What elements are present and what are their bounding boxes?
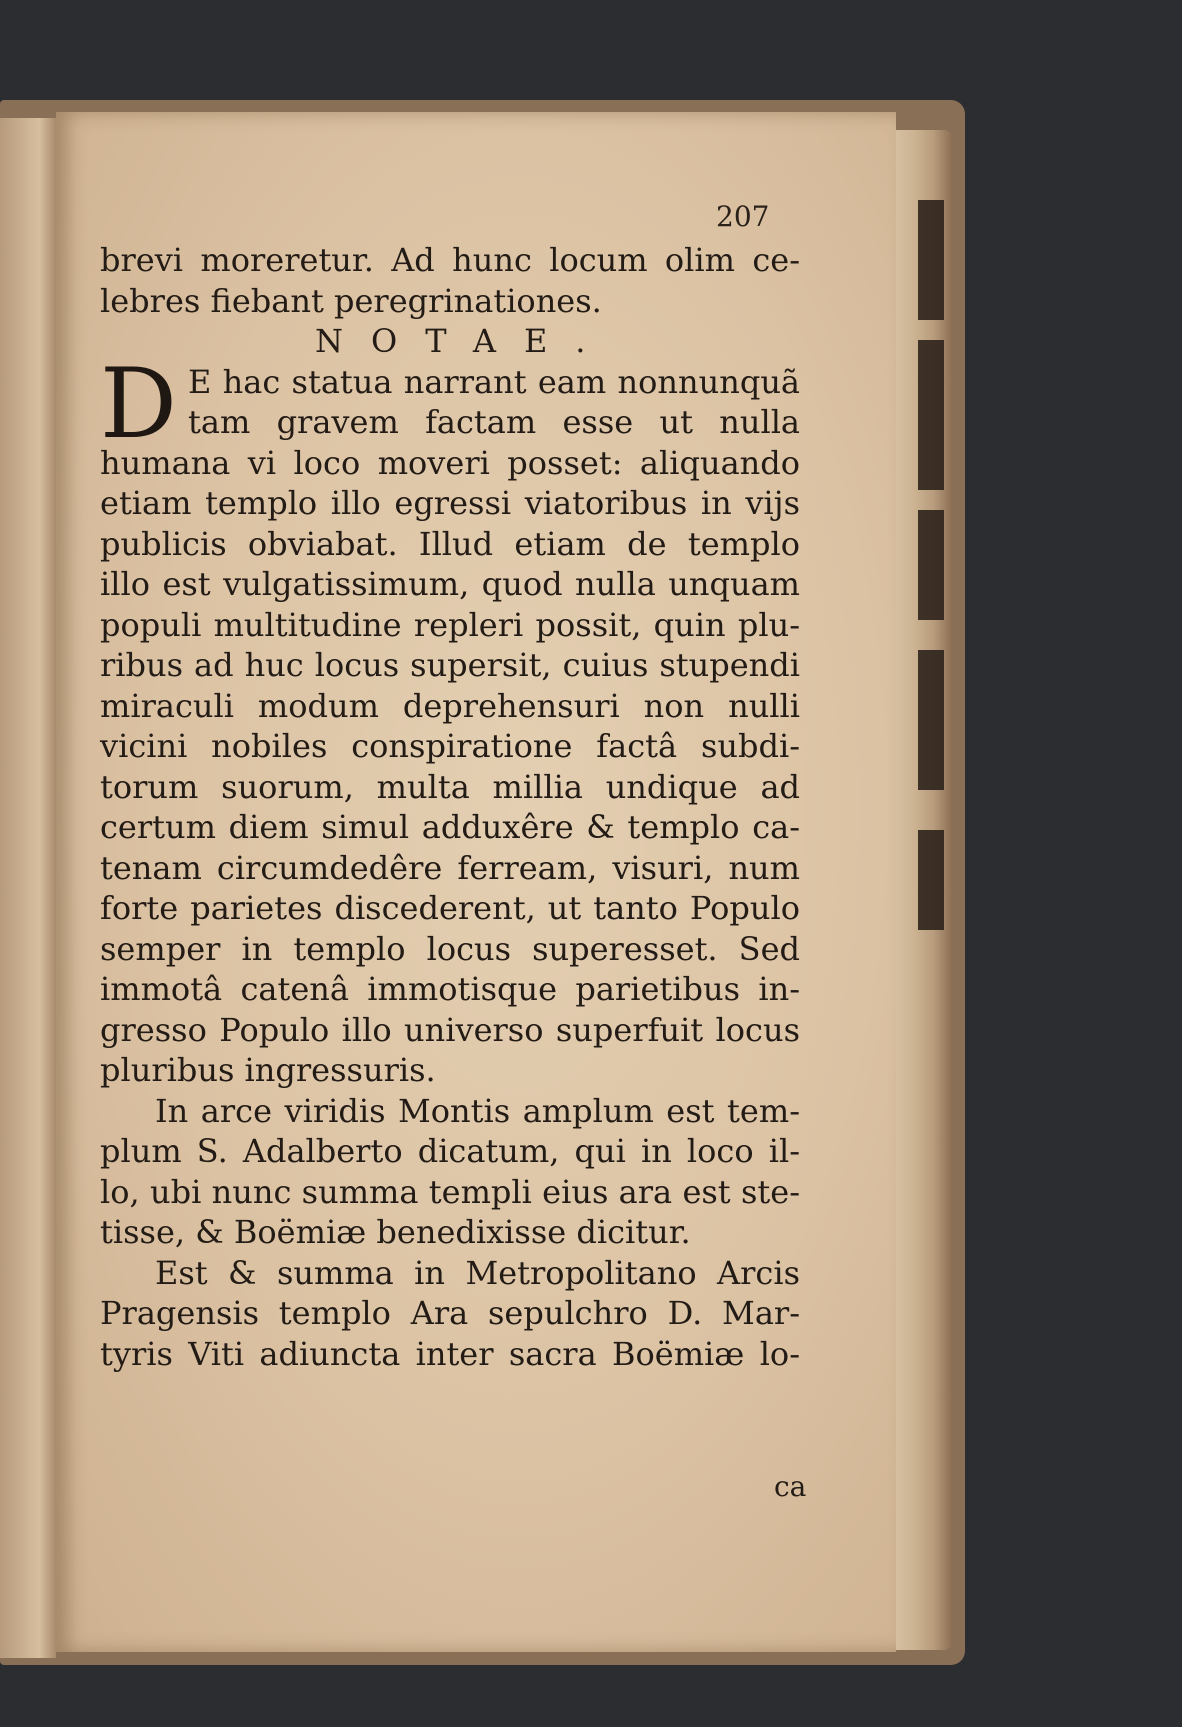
page-text xyxy=(100,240,800,1374)
edge-ink-mark xyxy=(918,340,944,490)
text-line: illo est vulgatissimum, quod nulla unquam xyxy=(100,565,800,603)
text-line: plum S. Adalberto dicatum, qui in loco il- xyxy=(100,1132,800,1170)
text-line: E hac statua narrant eam nonnunquã xyxy=(188,362,800,401)
edge-ink-mark xyxy=(918,830,944,930)
text-line: Est & summa in Metropolitano Arcis xyxy=(155,1253,800,1292)
text-line: tam gravem factam esse ut nulla xyxy=(188,403,800,441)
text-line: ribus ad huc locus supersit, cuius stupendi xyxy=(100,646,800,684)
text-line: gresso Populo illo universo superfuit locus xyxy=(100,1010,800,1049)
drop-cap: D xyxy=(100,347,177,460)
text-line: etiam templo illo egressi viatoribus in vijs xyxy=(100,484,800,522)
text-line: immotâ catenâ immotisque parietibus in- xyxy=(100,970,800,1008)
edge-ink-mark xyxy=(918,510,944,620)
edge-ink-mark xyxy=(918,650,944,790)
text-line: miraculi modum deprehensuri non nulli xyxy=(100,686,800,725)
text-line: vicini nobiles conspiratione factâ subdi- xyxy=(100,727,800,765)
text-line: publicis obviabat. Illud etiam de templo xyxy=(100,524,800,563)
text-line: lebres fiebant peregrinationes. xyxy=(100,281,602,320)
left-page-edge xyxy=(0,118,56,1658)
text-line: humana vi loco moveri posset: aliquando xyxy=(100,443,800,482)
text-line: populi multitudine repleri possit, quin plu- xyxy=(100,605,800,644)
text-line: semper in templo locus superesset. Sed xyxy=(100,929,800,968)
section-heading: NOTAE. xyxy=(315,322,614,360)
edge-ink-mark xyxy=(918,200,944,320)
text-line: tenam circumdedêre ferream, visuri, num xyxy=(100,848,800,887)
text-line: Pragensis templo Ara sepulchro D. Mar- xyxy=(100,1294,800,1332)
text-line: certum diem simul adduxêre & templo ca- xyxy=(100,808,800,846)
text-line: forte parietes discederent, ut tanto Populo xyxy=(100,889,800,927)
text-line: tisse, & Boëmiæ benedixisse dicitur. xyxy=(100,1213,691,1251)
catchword: ca xyxy=(774,1470,807,1503)
text-line: lo, ubi nunc summa templi eius ara est ste- xyxy=(100,1172,800,1211)
text-line: tyris Viti adiuncta inter sacra Boëmiæ lo- xyxy=(100,1334,800,1373)
text-line: pluribus ingressuris. xyxy=(100,1051,436,1089)
page-stack-edge xyxy=(890,130,952,1650)
text-line: torum suorum, multa millia undique ad xyxy=(100,767,800,806)
drop-cap-paragraph xyxy=(100,347,800,460)
text-line: In arce viridis Montis amplum est tem- xyxy=(155,1091,800,1130)
text-line: brevi moreretur. Ad hunc locum olim ce- xyxy=(100,241,800,279)
page-number: 207 xyxy=(716,200,770,233)
